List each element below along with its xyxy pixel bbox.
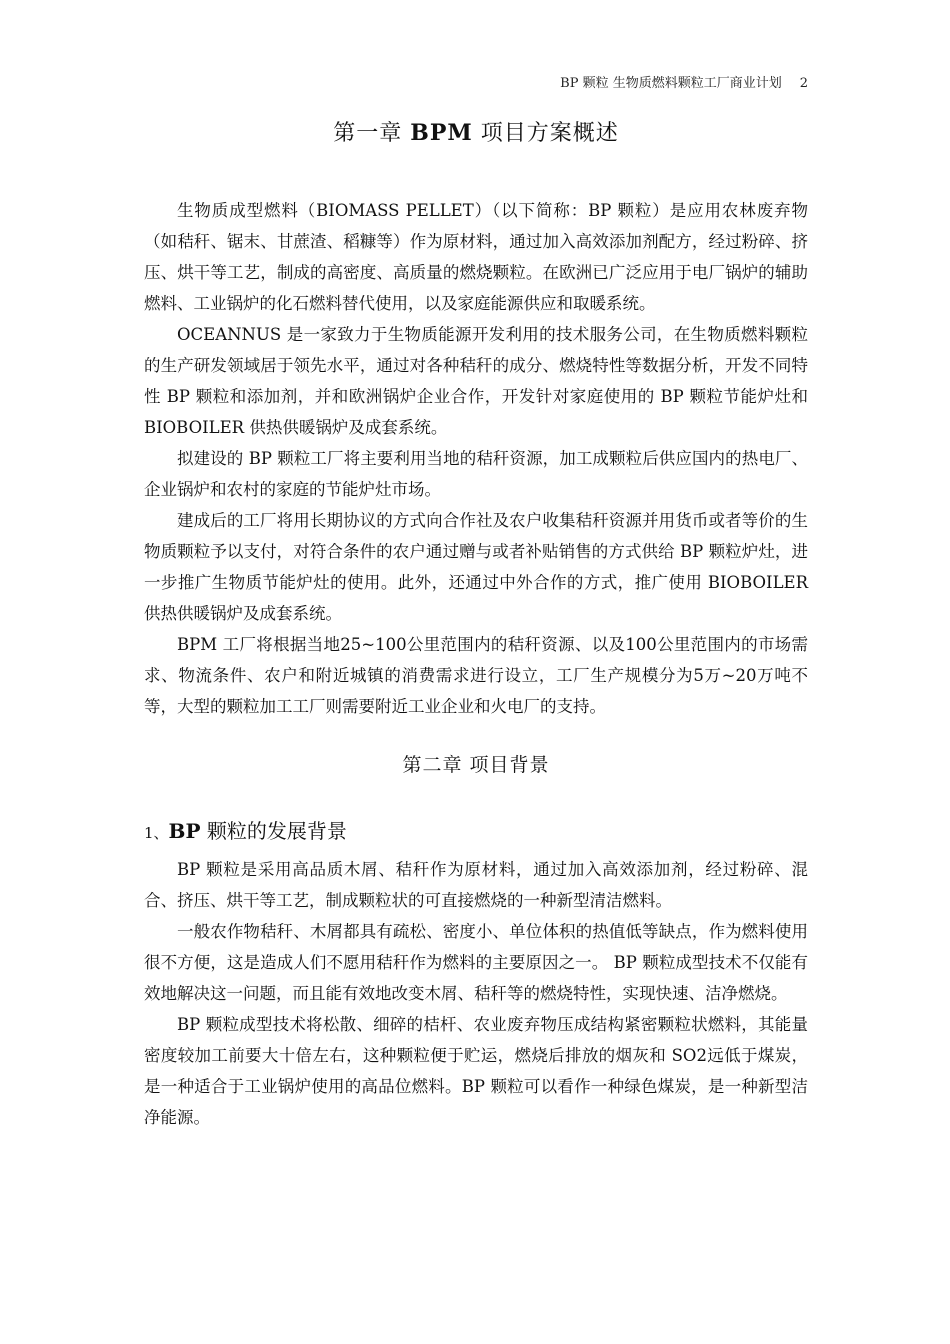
chapter-1-paragraph: OCEANNUS 是一家致力于生物质能源开发利用的技术服务公司，在生物质燃料颗粒的生产研发领域居于领先水平，通过对各种秸秆的成分、燃烧特性等数据分析，开发不同特性 BP 颗粒和添加剂，并和欧洲锅炉企业合作，开发针对家庭使用的 BP 颗粒节能炉灶和 BIOBOILER 供热供暖锅炉及成套系统。 bbox=[144, 325, 808, 437]
section-1-paragraph: BP 颗粒成型技术将松散、细碎的桔杆、农业废弃物压成结构紧密颗粒状燃料，其能量密度较加工前要大十倍左右，这种颗粒便于贮运，燃烧后排放的烟灰和 SO2远低于煤炭，是一种适合于工业锅炉使用的高品位燃料。BP 颗粒可以看作一种绿色煤炭，是一种新型洁净能源。 bbox=[144, 1015, 808, 1127]
page-content bbox=[144, 116, 808, 1133]
section-1-number: 1、 bbox=[144, 824, 169, 842]
chapter-1-title bbox=[144, 116, 808, 147]
header-title: BP 颗粒 生物质燃料颗粒工厂商业计划 bbox=[560, 76, 782, 91]
chapter-1-paragraph: BPM 工厂将根据当地25~100公里范围内的秸秆资源、以及100公里范围内的市场需求、物流条件、农户和附近城镇的消费需求进行设立，工厂生产规模分为5万~20万吨不等，大型的颗粒加工工厂则需要附近工业企业和火电厂的支持。 bbox=[144, 635, 808, 716]
section-1-paragraph: 一般农作物秸秆、木屑都具有疏松、密度小、单位体积的热值低等缺点，作为燃料使用很不方便，这是造成人们不愿用秸秆作为燃料的主要原因之一。 BP 颗粒成型技术不仅能有效地解决这一问题，而且能有效地改变木屑、秸秆等的燃烧特性，实现快速、洁净燃烧。 bbox=[144, 922, 808, 1003]
chapter-1-paragraph: 生物质成型燃料（BIOMASS PELLET）（以下简称：BP 颗粒）是应用农林废弃物（如秸秆、锯末、甘蔗渣、稻糠等）作为原材料，通过加入高效添加剂配方，经过粉碎、挤压、烘干等工艺，制成的高密度、高质量的燃烧颗粒。在欧洲已广泛应用于电厂锅炉的辅助燃料、工业锅炉的化石燃料替代使用，以及家庭能源供应和取暖系统。 bbox=[144, 201, 808, 313]
chapter-1-suffix: 项目方案概述 bbox=[472, 121, 619, 146]
chapter-1-paragraph: 建成后的工厂将用长期协议的方式向合作社及农户收集秸秆资源并用货币或者等价的生物质颗粒予以支付，对符合条件的农户通过赠与或者补贴销售的方式供给 BP 颗粒炉灶，进一步推广生物质节能炉灶的使用。此外，还通过中外合作的方式，推广使用 BIOBOILER 供热供暖锅炉及成套系统。 bbox=[144, 511, 808, 623]
section-1-bold: BP bbox=[168, 819, 201, 843]
section-1-paragraph: BP 颗粒是采用高品质木屑、秸秆作为原材料，通过加入高效添加剂，经过粉碎、混合、挤压、烘干等工艺，制成颗粒状的可直接燃烧的一种新型清洁燃料。 bbox=[144, 860, 808, 910]
page-number: 2 bbox=[799, 76, 808, 91]
section-1-heading bbox=[144, 815, 808, 844]
chapter-1-paragraph: 拟建设的 BP 颗粒工厂将主要利用当地的秸秆资源，加工成颗粒后供应国内的热电厂、企业锅炉和农村的家庭的节能炉灶市场。 bbox=[144, 449, 808, 499]
section-1-title-rest: 颗粒的发展背景 bbox=[200, 819, 347, 843]
chapter-1-bold: BPM bbox=[410, 120, 473, 146]
chapter-2-title: 第二章 项目背景 bbox=[402, 754, 550, 776]
page-header bbox=[560, 72, 808, 91]
chapter-1-prefix: 第一章 bbox=[333, 121, 411, 146]
